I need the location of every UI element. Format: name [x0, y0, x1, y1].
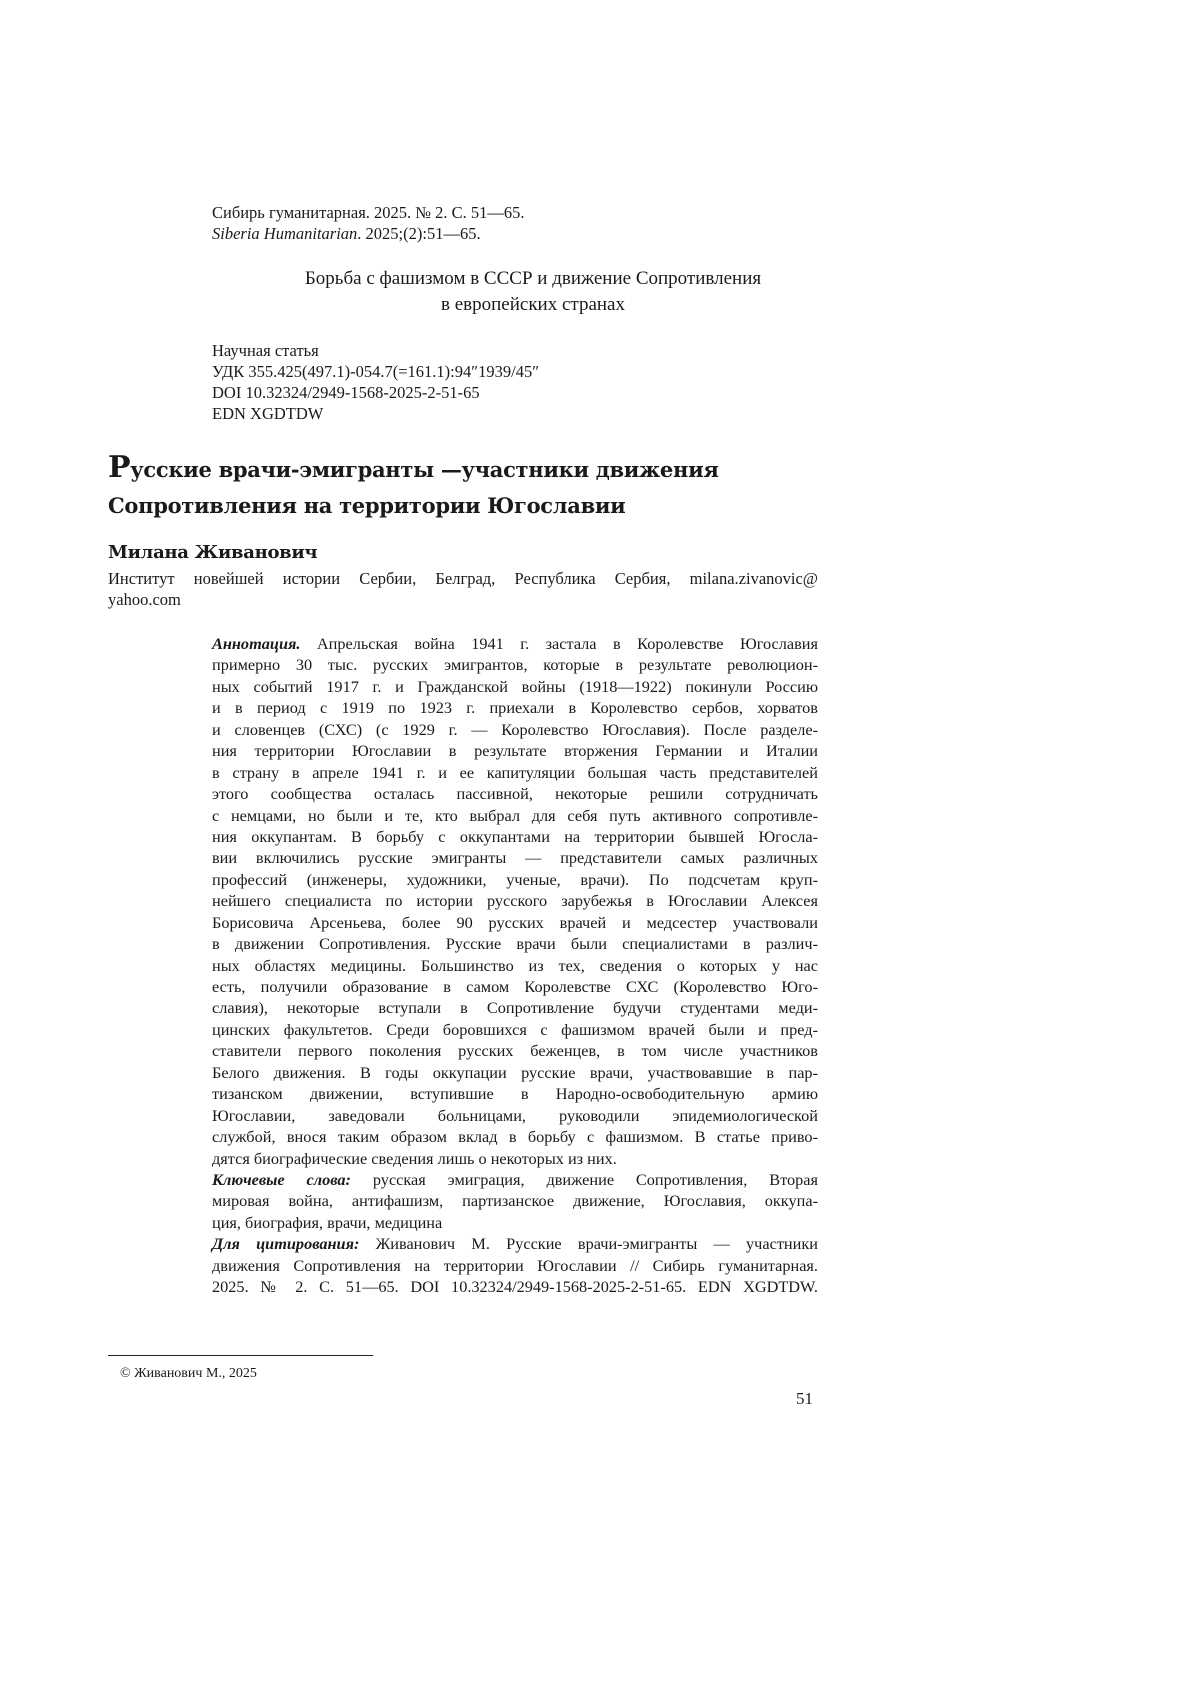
abstract-text: славия), некоторые вступали в Сопротивление будучи студентами меди-: [212, 998, 818, 1018]
abstract-text: Апрельская война 1941 г. застала в Королевстве Югославия: [316, 634, 818, 653]
abstract-line: [212, 762, 818, 783]
abstract-line: [212, 719, 818, 740]
abstract-text: с немцами, но были и те, кто выбрал для себя путь активного сопротивле-: [212, 805, 818, 825]
abstract-line: [212, 933, 818, 954]
journal-citation-ru: Сибирь гуманитарная. 2025. № 2. С. 51—65.: [212, 203, 525, 222]
abstract-line: [212, 847, 818, 868]
citation-line: [212, 1276, 818, 1297]
abstract-text: вии включились русские эмигранты — представители самых различных: [212, 848, 818, 868]
author-affiliation: [108, 568, 818, 611]
article-meta: [212, 340, 539, 424]
abstract-line: [212, 1062, 818, 1083]
title-drop-cap: Р: [108, 450, 131, 485]
abstract-text: в движении Сопротивления. Русские врачи были специалистами в различ-: [212, 934, 818, 954]
edn: EDN XGDTDW: [212, 404, 324, 423]
keywords-label: Ключевые слова:: [212, 1169, 351, 1189]
udc-code: УДК 355.425(497.1)-054.7(=161.1):94″1939/45″: [212, 362, 540, 381]
abstract-label: Аннотация.: [212, 634, 301, 653]
abstract-block: [212, 633, 818, 1298]
abstract-text: есть, получили образование в самом Королевстве СХС (Королевство Юго-: [212, 977, 818, 996]
section-heading: [212, 266, 854, 318]
page-number: 51: [796, 1389, 813, 1408]
abstract-text: профессий (инженеры, художники, ученые, врачи). По подсчетам круп-: [212, 869, 818, 889]
abstract-line: [212, 1083, 818, 1104]
abstract-text: Белого движения. В годы оккупации русские врачи, участвовавшие в пар-: [212, 1062, 818, 1082]
abstract-line: [212, 654, 818, 675]
citation-text: 2025. № 2. С. 51—65. DOI 10.32324/2949-1568-2025-2-51-65. EDN XGDTDW.: [212, 1277, 818, 1297]
abstract-line: [212, 1126, 818, 1147]
abstract-line: [212, 805, 818, 826]
abstract-line: [212, 633, 818, 654]
keywords-line: [212, 1212, 818, 1233]
citation-text: движения Сопротивления на территории Югославии // Сибирь гуманитарная.: [212, 1255, 818, 1275]
abstract-line: [212, 1105, 818, 1126]
abstract-line: [212, 783, 818, 804]
abstract-text: Югославии, заведовали больницами, руководили эпидемиологической: [212, 1105, 818, 1125]
abstract-text: и словенцев (СХС) (с 1929 г. — Королевство Югославия). После разделе-: [212, 719, 818, 739]
abstract-text: ния оккупантам. В борьбу с оккупантами на территории бывшей Югосла-: [212, 826, 818, 846]
section-line-1: Борьба с фашизмом в СССР и движение Сопротивления: [304, 268, 762, 289]
keywords: [212, 1169, 818, 1233]
footnote-divider: [108, 1355, 373, 1356]
abstract: [212, 633, 818, 1169]
title-line-1: [108, 450, 719, 488]
abstract-text: тизанском движении, вступившие в Народно-освободительную армию: [212, 1084, 818, 1104]
doi: DOI 10.32324/2949-1568-2025-2-51-65: [212, 383, 480, 402]
affiliation-line-2: yahoo.com: [108, 590, 181, 610]
affiliation-line-1: Институт новейшей истории Сербии, Белград, Республика Сербия, milana.zivanovic@: [108, 569, 818, 588]
abstract-text: этого сообщества осталась пассивной, некоторые решили сотрудничать: [212, 784, 818, 804]
keywords-line: [212, 1169, 818, 1190]
citation-text: Живанович М. Русские врачи-эмигранты — участники: [375, 1234, 818, 1254]
abstract-line: [212, 826, 818, 847]
abstract-line: [212, 1019, 818, 1040]
article-type: Научная статья: [212, 341, 319, 360]
abstract-line: [212, 890, 818, 911]
author-name: Милана Живанович: [108, 542, 318, 563]
journal-name-en: Siberia Humanitarian: [212, 224, 358, 243]
abstract-text: примерно 30 тыс. русских эмигрантов, которые в результате революцион-: [212, 655, 818, 675]
title-line-1-text: усские врачи-эмигранты —участники движения: [130, 457, 719, 482]
keywords-line: [212, 1190, 818, 1211]
citation-label: Для цитирования:: [212, 1234, 360, 1254]
abstract-line: [212, 997, 818, 1018]
abstract-text: ния территории Югославии в результате вторжения Германии и Италии: [212, 741, 818, 761]
citation-line: [212, 1255, 818, 1276]
abstract-text: ных областях медицины. Большинство из тех, сведения о которых у нас: [212, 955, 818, 975]
abstract-text: нейшего специалиста по истории русского зарубежья в Югославии Алексея: [212, 891, 818, 911]
abstract-line: [212, 976, 818, 997]
abstract-text: службой, внося таким образом вклад в борьбу с фашизмом. В статье приво-: [212, 1127, 818, 1147]
copyright-footnote: © Живанович М., 2025: [120, 1366, 257, 1381]
abstract-line: [212, 955, 818, 976]
keywords-text: мировая война, антифашизм, партизанское движение, Югославия, оккупа-: [212, 1191, 818, 1211]
abstract-text: Борисовича Арсеньева, более 90 русских врачей и медсестер участвовали: [212, 912, 818, 932]
keywords-text: ция, биография, врачи, медицина: [212, 1212, 443, 1232]
title-line-2: Сопротивления на территории Югославии: [108, 493, 626, 518]
abstract-text: ных событий 1917 г. и Гражданской войны (1918—1922) покинули Россию: [212, 676, 818, 696]
section-line-2: в европейских странах: [441, 294, 625, 315]
abstract-text: в страну в апреле 1941 г. и ее капитуляции большая часть представителей: [212, 762, 818, 782]
abstract-line: [212, 869, 818, 890]
citation: [212, 1233, 818, 1297]
abstract-text: дятся биографические сведения лишь о некоторых из них.: [212, 1148, 617, 1168]
journal-citation-en: [212, 223, 525, 244]
abstract-text: ставители первого поколения русских беженцев, в том числе участников: [212, 1041, 818, 1061]
abstract-line: [212, 697, 818, 718]
abstract-line: [212, 1148, 818, 1169]
article-title: [108, 450, 719, 524]
abstract-text: цинских факультетов. Среди боровшихся с фашизмом врачей были и пред-: [212, 1019, 818, 1039]
journal-issue-en: . 2025;(2):51—65.: [357, 224, 481, 243]
abstract-line: [212, 740, 818, 761]
abstract-line: [212, 676, 818, 697]
abstract-line: [212, 912, 818, 933]
citation-line: [212, 1233, 818, 1254]
abstract-line: [212, 1040, 818, 1061]
journal-header: [212, 202, 525, 244]
abstract-text: и в период с 1919 по 1923 г. приехали в Королевство сербов, хорватов: [212, 698, 818, 718]
keywords-text: русская эмиграция, движение Сопротивления, Вторая: [372, 1169, 818, 1189]
